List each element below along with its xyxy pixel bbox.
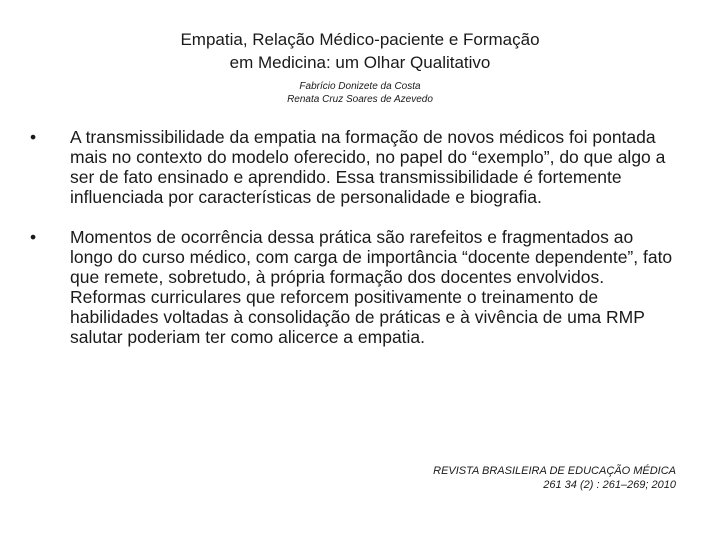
author-2: Renata Cruz Soares de Azevedo xyxy=(287,94,433,105)
bullet-list xyxy=(30,127,680,347)
title-line-1: Empatia, Relação Médico-paciente e Formação xyxy=(180,30,540,49)
bullet-item-1 xyxy=(30,127,680,207)
bullet-text-1: A transmissibilidade da empatia na formação de novos médicos foi pontada mais no contexto do modelo oferecido, no papel do “exemplo”, do que algo a ser de fato ensinado e aprendido. Essa transmissibilidade é fortemente influenciada por características de personalidade e biografia. xyxy=(70,127,666,207)
bullet-marker: • xyxy=(30,127,37,147)
bullet-item-2 xyxy=(30,227,680,347)
authors xyxy=(0,80,720,106)
bullet-text-2: Momentos de ocorrência dessa prática são rarefeitos e fragmentados ao longo do curso médico, com carga de importância “docente dependente”, fato que remete, sobretudo, à própria formação dos docentes envolvidos. Reformas curriculares que reforcem positivamente o treinamento de habilidades voltadas à consolidação de práticas e à vivência de uma RMP salutar poderiam ter como alicerce a empatia. xyxy=(70,227,673,347)
title-block xyxy=(0,28,720,106)
citation-reference: 261 34 (2) : 261–269; 2010 xyxy=(543,479,676,491)
author-1: Fabrício Donizete da Costa xyxy=(299,81,421,92)
bullet-marker: • xyxy=(30,227,37,247)
citation-journal: REVISTA BRASILEIRA DE EDUCAÇÃO MÉDICA xyxy=(433,465,676,477)
citation xyxy=(433,464,676,492)
title-line-2: em Medicina: um Olhar Qualitativo xyxy=(229,53,491,72)
